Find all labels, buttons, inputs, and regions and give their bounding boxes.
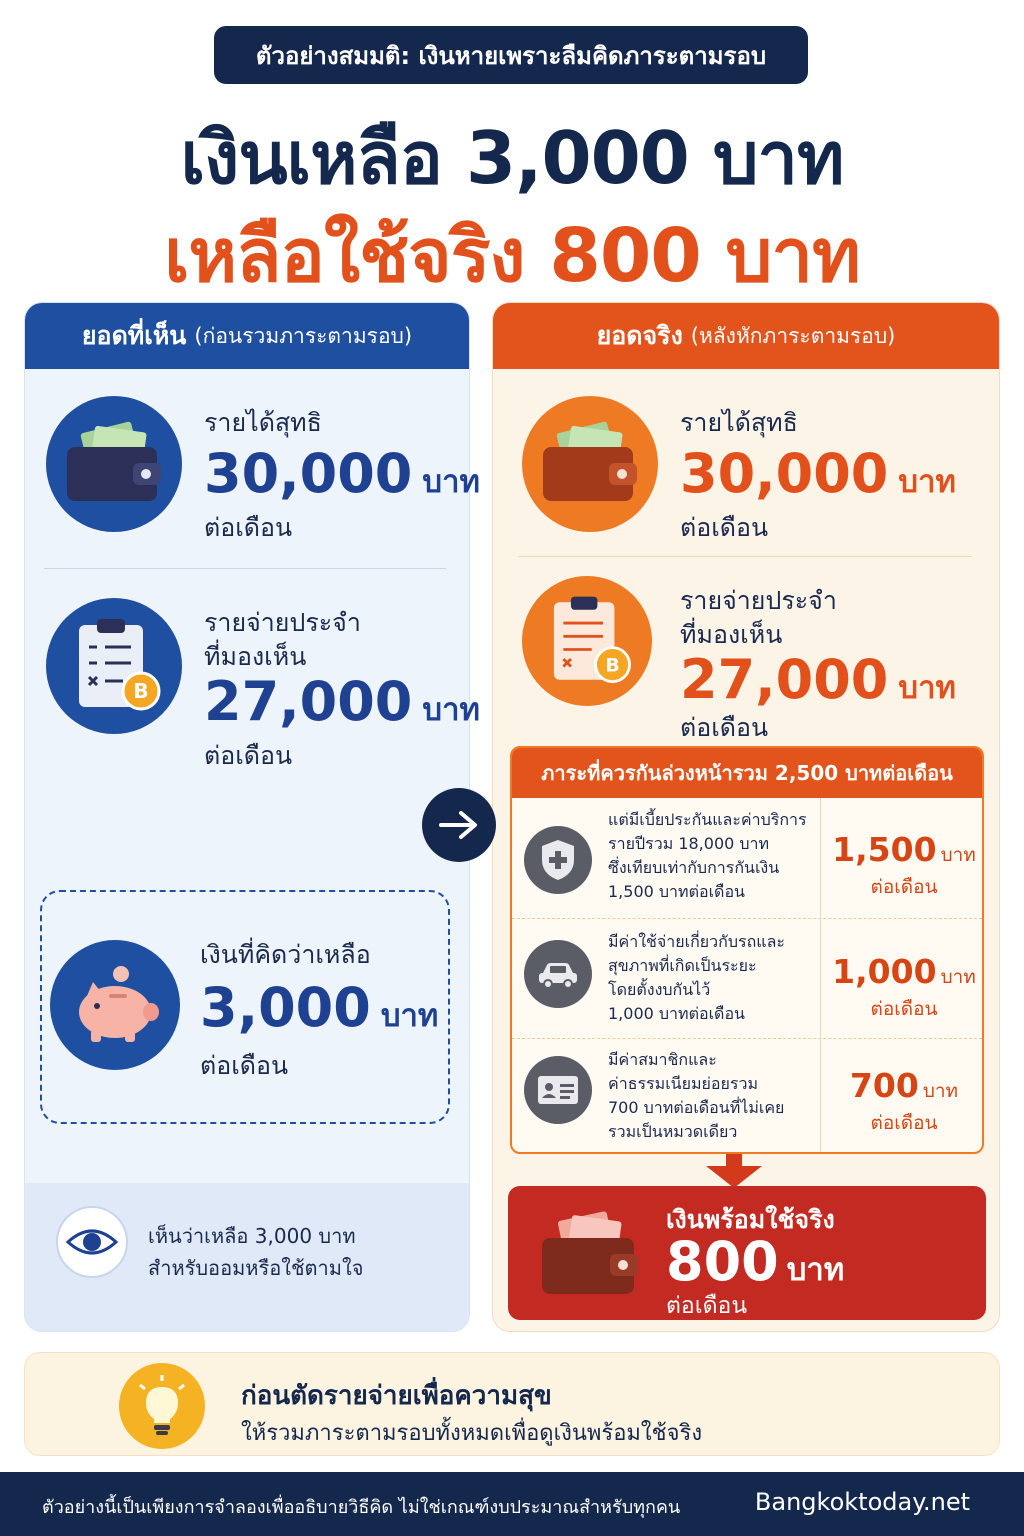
burden-row-text: มีค่าสมาชิกและ ค่าธรรมเนียมย่อยรวม 700 บาทต่อเดือนที่ไม่เคย รวมเป็นหมวดเดียว	[608, 1050, 785, 1141]
left-income-value: 30,000 บาท	[204, 442, 480, 505]
burden-row-separator	[512, 918, 982, 919]
left-expense-label-2: ที่มองเห็น	[204, 642, 307, 671]
piggy-bank-icon	[50, 940, 180, 1070]
burden-row-value: 1,500 บาท ต่อเดือน	[832, 830, 976, 898]
headline-line-1: เงินเหลือ 3,000 บาท	[180, 116, 844, 200]
right-expense-label-2: ที่มองเห็น	[680, 620, 783, 649]
scenario-badge: ตัวอย่างสมมติ: เงินหายเพราะลืมคิดภาระตามรอบ	[214, 26, 808, 84]
visible-amount-header	[25, 303, 469, 369]
left-note-line-1: เห็นว่าเหลือ 3,000 บาท	[148, 1224, 356, 1248]
burden-row-separator	[512, 1038, 982, 1039]
left-expense-value: 27,000 บาท	[204, 670, 480, 733]
actual-amount-note: (หลังหักภาระตามรอบ)	[690, 323, 896, 348]
burden-row-value: 1,000 บาท ต่อเดือน	[832, 952, 976, 1020]
svg-text:B: B	[133, 679, 149, 703]
left-remaining-value: 3,000 บาท	[200, 976, 439, 1039]
burden-header: ภาระที่ควรกันล่วงหน้ารวม 2,500 บาทต่อเดือน	[512, 748, 982, 798]
tip-title: ก่อนตัดรายจ่ายเพื่อความสุข	[241, 1381, 552, 1411]
burden-row	[512, 798, 982, 918]
left-divider	[44, 568, 446, 569]
final-label: เงินพร้อมใช้จริง	[666, 1205, 835, 1234]
right-income-value: 30,000 บาท	[680, 442, 956, 505]
left-remaining-label: เงินที่คิดว่าเหลือ	[200, 940, 371, 969]
burden-row-text: แต่มีเบี้ยประกันและค่าบริการ รายปีรวม 18,000 บาท ซึ่งเทียบเท่ากับการกันเงิน 1,500 บาทต่อเดือน	[608, 810, 807, 901]
right-expense-label-1: รายจ่ายประจำ	[680, 586, 837, 615]
final-period: ต่อเดือน	[666, 1293, 748, 1319]
right-expense-period: ต่อเดือน	[680, 713, 769, 742]
burden-row	[512, 1040, 982, 1154]
left-income-period: ต่อเดือน	[204, 513, 293, 542]
left-note-line-2: สำหรับออมหรือใช้ตามใจ	[148, 1256, 364, 1280]
wallet-icon	[534, 1206, 644, 1306]
actual-amount-title: ยอดจริง	[596, 321, 683, 350]
tip-subtitle: ให้รวมภาระตามรอบทั้งหมดเพื่อดูเงินพร้อมใช้จริง	[241, 1421, 703, 1446]
eye-icon	[56, 1206, 128, 1278]
footer-bar	[0, 1472, 1024, 1536]
visible-amount-note: (ก่อนรวมภาระตามรอบ)	[194, 323, 413, 348]
burden-row	[512, 920, 982, 1038]
svg-text:B: B	[605, 654, 620, 677]
right-income-label: รายได้สุทธิ	[680, 408, 798, 437]
left-remaining-period: ต่อเดือน	[200, 1051, 289, 1080]
id-card-icon	[524, 1056, 592, 1124]
visible-amount-title: ยอดที่เห็น	[81, 321, 187, 350]
actual-amount-header	[493, 303, 999, 369]
headline-line-2: เหลือใช้จริง 800 บาท	[164, 213, 860, 299]
shield-icon	[524, 826, 592, 894]
tip-box	[24, 1352, 1000, 1456]
footer-disclaimer: ตัวอย่างนี้เป็นเพียงการจำลองเพื่ออธิบายวิธีคิด ไม่ใช่เกณฑ์งบประมาณสำหรับทุกคน	[42, 1497, 681, 1518]
periodic-burden-box	[510, 746, 984, 1154]
right-divider	[518, 556, 972, 557]
right-expense-value: 27,000 บาท	[680, 648, 956, 711]
left-income-label: รายได้สุทธิ	[204, 408, 322, 437]
footer-site-link[interactable]: Bangkoktoday.net	[754, 1488, 970, 1516]
car-icon	[524, 940, 592, 1008]
arrow-right-icon	[422, 788, 496, 862]
left-expense-period: ต่อเดือน	[204, 741, 293, 770]
clipboard-icon	[522, 576, 652, 706]
burden-row-text: มีค่าใช้จ่ายเกี่ยวกับรถและ สุขภาพที่เกิดเป็นระยะ โดยตั้งงบกันไว้ 1,000 บาทต่อเดือน	[608, 932, 785, 1023]
lightbulb-icon	[119, 1363, 205, 1449]
right-income-period: ต่อเดือน	[680, 513, 769, 542]
arrow-down-icon	[702, 1154, 766, 1188]
burden-row-value: 700 บาท ต่อเดือน	[849, 1066, 959, 1134]
clipboard-icon	[46, 598, 182, 734]
wallet-icon	[46, 396, 182, 532]
final-value: 800 บาท	[666, 1230, 845, 1293]
wallet-icon	[522, 396, 658, 532]
left-expense-label-1: รายจ่ายประจำ	[204, 608, 361, 637]
actual-available-box	[508, 1186, 986, 1320]
